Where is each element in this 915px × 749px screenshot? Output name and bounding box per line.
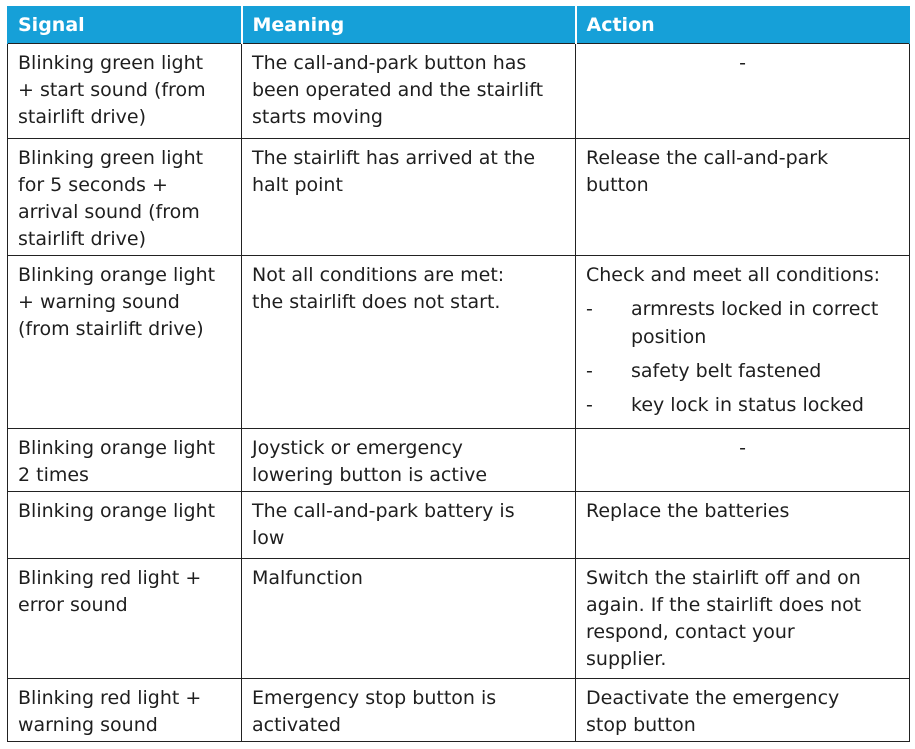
meaning-cell [242, 679, 576, 742]
cell-line: starts moving [252, 106, 383, 128]
cell-line: Blinking orange light [18, 500, 216, 522]
table-row [8, 679, 910, 742]
signal-table [7, 6, 910, 742]
cell-line: The call-and-park button has [252, 52, 527, 74]
cell-line: key lock in status locked [631, 394, 864, 416]
cell-line: stairlift drive) [18, 228, 146, 250]
meaning-cell [242, 256, 576, 429]
cell-line: stop button [586, 714, 696, 736]
empty-dash: - [739, 437, 746, 459]
cell-line: Joystick or emergency [252, 437, 463, 459]
table-row [8, 429, 910, 492]
cell-line: Blinking red light + [18, 687, 202, 709]
action-cell [576, 679, 910, 742]
dash-bullet: - [586, 394, 593, 416]
cell-line: position [631, 326, 707, 348]
action-cell [576, 492, 910, 559]
action-cell [576, 559, 910, 679]
action-cell [576, 256, 910, 429]
header-signal: Signal [8, 7, 242, 44]
cell-line: button [586, 174, 649, 196]
cell-line: arrival sound (from [18, 201, 200, 223]
signal-cell [8, 679, 242, 742]
cell-line: the stairlift does not start. [252, 291, 501, 313]
cell-line: activated [252, 714, 341, 736]
cell-line: armrests locked in correct [631, 298, 879, 320]
meaning-cell [242, 44, 576, 139]
cell-line: Blinking red light + [18, 567, 202, 589]
cell-line: supplier. [586, 648, 667, 670]
cell-line: lowering button is active [252, 464, 488, 486]
cell-line: stairlift drive) [18, 106, 146, 128]
header-action: Action [576, 7, 910, 44]
cell-line: been operated and the stairlift [252, 79, 544, 101]
cell-line: The call-and-park battery is [252, 500, 515, 522]
cell-line: Deactivate the emergency [586, 687, 840, 709]
list-item [586, 295, 899, 351]
list-item [586, 391, 899, 419]
signal-cell [8, 139, 242, 256]
table-row [8, 256, 910, 429]
cell-line: (from stairlift drive) [18, 318, 204, 340]
cell-line: Release the call-and-park [586, 147, 829, 169]
meaning-cell [242, 429, 576, 492]
dash-bullet: - [586, 360, 593, 382]
cell-line: + start sound (from [18, 79, 206, 101]
list-item [586, 357, 899, 385]
cell-line: Replace the batteries [586, 500, 790, 522]
cell-line: for 5 seconds + [18, 174, 168, 196]
conditions-list [586, 295, 899, 419]
cell-line: safety belt fastened [631, 360, 822, 382]
header-row [8, 7, 910, 44]
action-cell [576, 44, 910, 139]
header-meaning: Meaning [242, 7, 576, 44]
cell-line: Emergency stop button is [252, 687, 497, 709]
cell-line: halt point [252, 174, 343, 196]
dash-bullet: - [586, 298, 593, 320]
meaning-cell [242, 492, 576, 559]
signal-cell [8, 492, 242, 559]
cell-line: Malfunction [252, 567, 363, 589]
cell-line: Blinking orange light [18, 264, 216, 286]
cell-line: warning sound [18, 714, 158, 736]
signal-cell [8, 429, 242, 492]
cell-line: again. If the stairlift does not [586, 594, 862, 616]
cell-line: respond, contact your [586, 621, 795, 643]
cell-line: Not all conditions are met: [252, 264, 505, 286]
cell-line: The stairlift has arrived at the [252, 147, 536, 169]
cell-line: Switch the stairlift off and on [586, 567, 861, 589]
table-row [8, 139, 910, 256]
action-cell [576, 429, 910, 492]
signal-cell [8, 256, 242, 429]
cell-line: + warning sound [18, 291, 180, 313]
meaning-cell [242, 559, 576, 679]
signal-cell [8, 559, 242, 679]
cell-line: 2 times [18, 464, 89, 486]
signal-cell [8, 44, 242, 139]
action-cell [576, 139, 910, 256]
table-row [8, 559, 910, 679]
table-row [8, 492, 910, 559]
cell-line: Blinking orange light [18, 437, 216, 459]
cell-line: Blinking green light [18, 147, 204, 169]
meaning-cell [242, 139, 576, 256]
conditions-intro: Check and meet all conditions: [586, 264, 881, 286]
empty-dash: - [739, 52, 746, 74]
cell-line: error sound [18, 594, 128, 616]
cell-line: Blinking green light [18, 52, 204, 74]
table-row [8, 44, 910, 139]
cell-line: low [252, 527, 285, 549]
